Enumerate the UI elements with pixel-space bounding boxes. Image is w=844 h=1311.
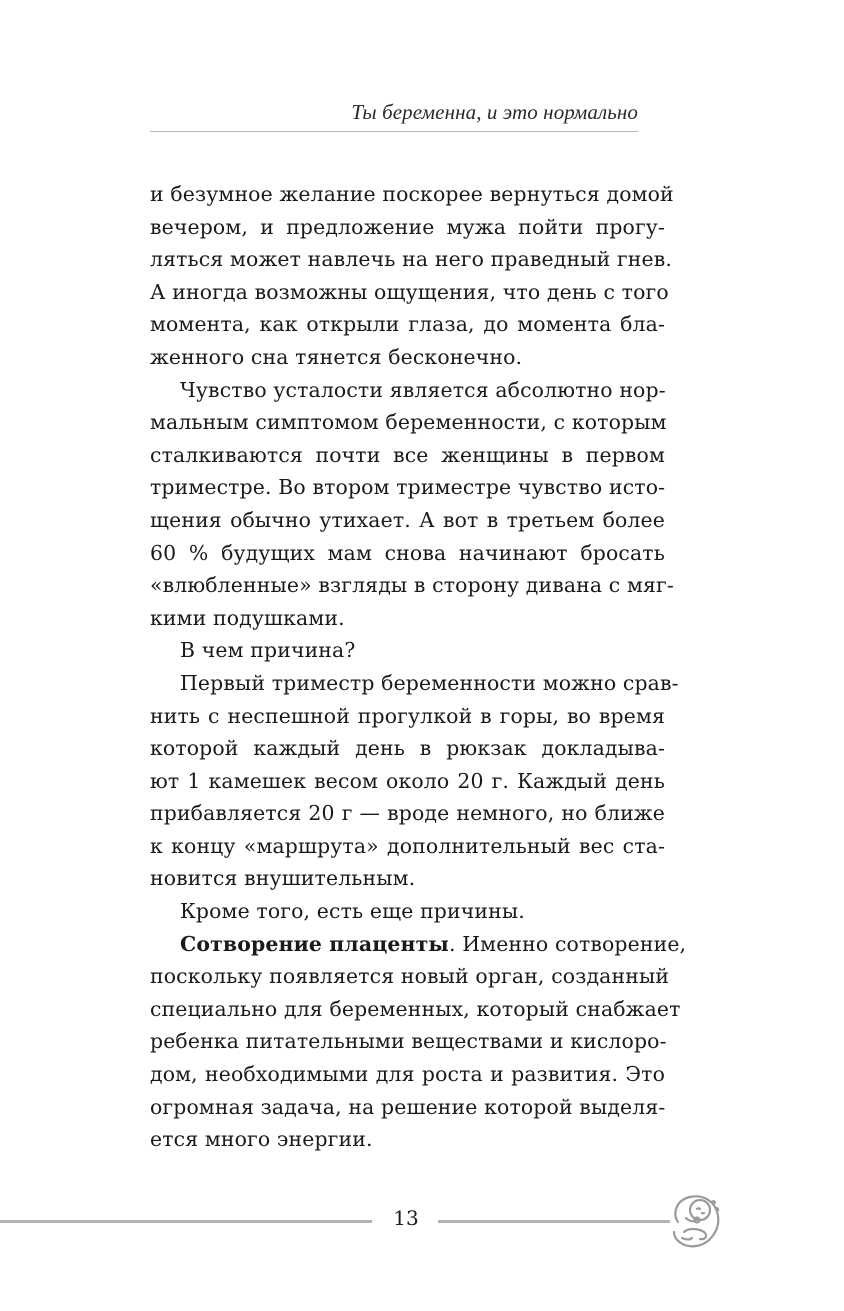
text-line: А иногда возможны ощущения, что день с того [150, 279, 669, 304]
text-line: нить с неспешной прогулкой в горы, во время [150, 703, 665, 728]
text-line: ляться может навлечь на него праведный гнев. [150, 247, 673, 272]
bold-run: Сотворение плаценты [180, 931, 449, 956]
text-line: ребенка питательными веществами и кислоро- [150, 1029, 667, 1054]
text-line: 60 % будущих мам снова начинают бросать [150, 540, 665, 565]
text-line: к концу «маршрута» дополнительный вес ста- [150, 833, 665, 858]
text-line: которой каждый день в рюкзак докладыва- [150, 736, 665, 761]
text-line: Чувство усталости является абсолютно нор- [180, 377, 666, 402]
text-line: новится внушительным. [150, 866, 416, 891]
text-line: женного сна тянется бесконечно. [150, 344, 523, 369]
text-line: Кроме того, есть еще причины. [180, 899, 525, 924]
running-header: Ты беременна, и это нормально [351, 100, 638, 124]
text-line: дом, необходимыми для роста и развития. Это [150, 1062, 665, 1087]
text-line: поскольку появляется новый орган, созданный [150, 964, 670, 989]
header-rule [150, 131, 638, 132]
text-line: и безумное желание поскорее вернуться домой [150, 182, 674, 206]
text-run: . Именно сотворение, [448, 931, 687, 956]
page-number: 13 [393, 1206, 419, 1230]
text-line [150, 928, 687, 961]
text-line: ют 1 камешек весом около 20 г. Каждый день [150, 768, 665, 793]
text-line: мальным симптомом беременности, с которым [150, 410, 667, 435]
text-line: щения обычно утихает. А вот в третьем более [150, 507, 665, 532]
text-line: сталкиваются почти все женщины в первом [150, 442, 665, 467]
footer-rule-left [0, 1220, 372, 1223]
footer-rule-right [438, 1220, 670, 1223]
text-line: огромная задача, на решение которой выделя- [150, 1094, 666, 1119]
text-line: момента, как открыли глаза, до момента бла- [150, 312, 665, 337]
body-text [150, 178, 687, 1156]
baby-icon [664, 1188, 730, 1254]
text-line: «влюбленные» взгляды в сторону дивана с мяг- [150, 573, 674, 598]
text-line: прибавляется 20 г — вроде немного, но ближе [150, 801, 665, 826]
text-line: кими подушками. [150, 605, 345, 630]
text-line: специально для беременных, который снабжает [150, 996, 681, 1021]
text-line: триместре. Во втором триместре чувство исто- [150, 475, 666, 500]
text-line: В чем причина? [180, 638, 356, 663]
text-line: вечером, и предложение мужа пойти прогу- [150, 214, 665, 239]
text-line: Первый триместр беременности можно срав- [180, 670, 679, 695]
text-line: ется много энергии. [150, 1127, 373, 1152]
